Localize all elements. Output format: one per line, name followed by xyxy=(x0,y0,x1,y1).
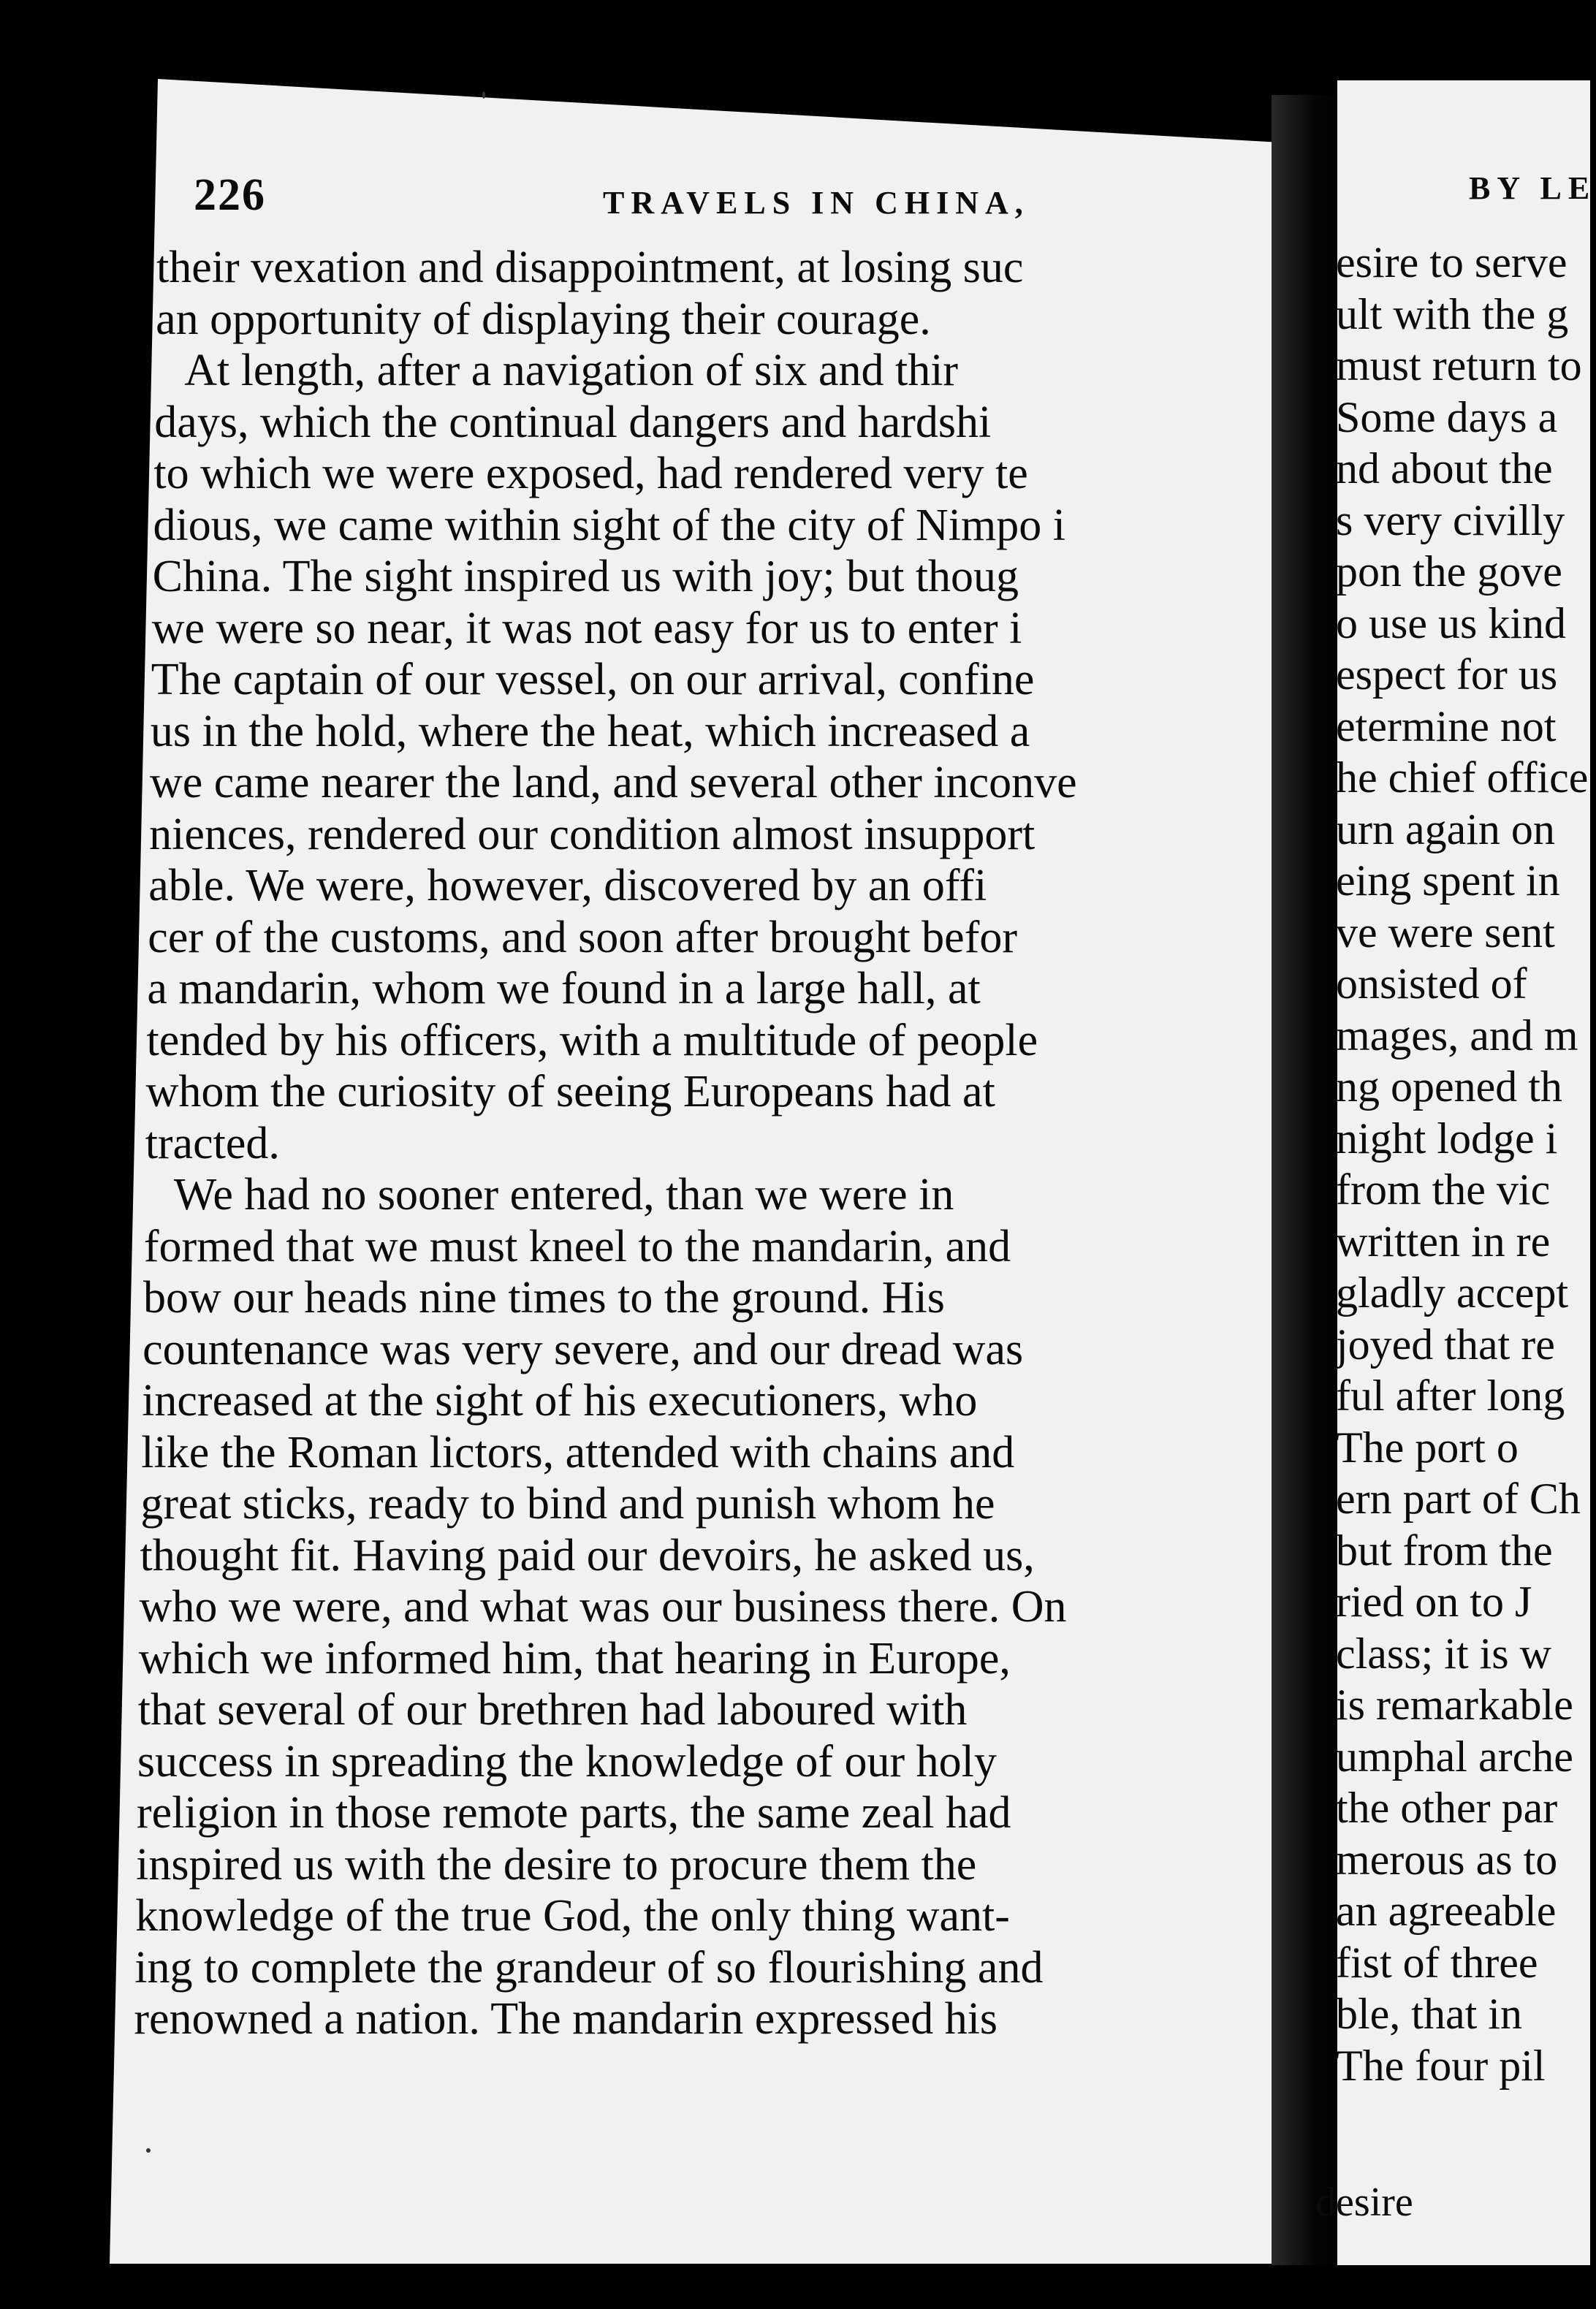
left-page-body xyxy=(110,235,1413,2252)
text-line: to which we were exposed, had rendered very te xyxy=(153,449,1028,498)
text-line: nd about the xyxy=(1336,444,1553,492)
text-line: The port o xyxy=(1336,1423,1519,1472)
text-line: The four pil xyxy=(1336,2041,1546,2090)
text-line: which we informed him, that hearing in Europe, xyxy=(138,1633,1011,1684)
text-line: gladly accept xyxy=(1336,1268,1569,1317)
text-line: countenance was very severe, and our dread was xyxy=(142,1324,1024,1374)
text-line: but from the xyxy=(1336,1526,1553,1575)
text-line: like the Roman lictors, attended with chains and xyxy=(141,1427,1015,1477)
text-line: formed that we must kneel to the mandarin, and xyxy=(143,1221,1011,1271)
text-line: written in re xyxy=(1336,1217,1551,1266)
text-line: ing to complete the grandeur of so flourishing and xyxy=(134,1942,1044,1993)
text-line: night lodge i xyxy=(1336,1114,1558,1163)
text-line: ern part of Ch xyxy=(1336,1475,1581,1523)
text-line: is remarkable xyxy=(1336,1681,1573,1729)
paper-speck xyxy=(146,2148,151,2153)
text-line: an opportunity of displaying their courage. xyxy=(156,294,931,344)
text-line: an agreeable xyxy=(1336,1887,1557,1935)
text-line: inspired us with the desire to procure them the xyxy=(136,1839,977,1890)
text-line: ble, that in xyxy=(1336,1990,1522,2038)
text-line: he chief office xyxy=(1336,753,1589,802)
text-line: merous as to xyxy=(1336,1835,1558,1884)
text-line: The captain of our vessel, on our arrival, confine xyxy=(151,655,1035,704)
text-line: that several of our brethren had laboured with xyxy=(137,1685,968,1735)
text-line: a mandarin, whom we found in a large hall, at xyxy=(147,964,981,1013)
text-line: the other par xyxy=(1336,1784,1558,1832)
text-line: fist of three xyxy=(1336,1938,1538,1987)
text-line: ried on to J xyxy=(1336,1578,1532,1626)
text-line: we came nearer the land, and several other inconve xyxy=(150,758,1077,807)
text-line: mages, and m xyxy=(1336,1011,1578,1060)
text-line: esire to serve xyxy=(1336,238,1568,286)
right-running-title: BY LE xyxy=(1469,170,1596,206)
text-line: espect for us xyxy=(1336,650,1558,699)
text-line: success in spreading the knowledge of our holy xyxy=(137,1736,997,1787)
text-line: great sticks, ready to bind and punish whom he xyxy=(140,1479,995,1529)
text-line: their vexation and disappointment, at losing suc xyxy=(156,243,1024,292)
text-line: o use us kind xyxy=(1336,598,1566,647)
text-line: eing spent in xyxy=(1336,856,1560,905)
paper-speck xyxy=(482,91,485,99)
text-line: ful after long xyxy=(1336,1372,1565,1420)
text-line: tended by his officers, with a multitude of people xyxy=(146,1015,1038,1065)
text-line: onsisted of xyxy=(1336,959,1527,1008)
text-line: whom the curiosity of seeing Europeans had at xyxy=(145,1067,995,1117)
page-number: 226 xyxy=(194,170,266,220)
text-line: dious, we came within sight of the city of Nimpo i xyxy=(153,500,1065,550)
text-line: s very civilly xyxy=(1336,495,1565,544)
text-line: bow our heads nine times to the ground. His xyxy=(143,1273,945,1323)
catchword: desire xyxy=(1315,2180,1413,2225)
text-line: Some days a xyxy=(1336,392,1558,441)
text-line: ve were sent xyxy=(1336,908,1555,956)
text-line: niences, rendered our condition almost insupport xyxy=(149,809,1036,859)
text-line: ult with the g xyxy=(1336,289,1569,338)
text-line: pon the gove xyxy=(1336,547,1562,596)
text-line: thought fit. Having paid our devoirs, he asked us, xyxy=(140,1530,1035,1580)
text-line: renowned a nation. The mandarin expressed his xyxy=(134,1994,998,2044)
text-line: we were so near, it was not easy for us to enter i xyxy=(151,603,1022,653)
text-line: At length, after a navigation of six and thir xyxy=(184,346,959,395)
text-line: cer of the customs, and soon after brought befor xyxy=(148,912,1017,962)
text-line: from the vic xyxy=(1336,1165,1551,1214)
text-line: etermine not xyxy=(1336,701,1557,750)
text-line: joyed that re xyxy=(1336,1320,1555,1369)
text-line: us in the hold, where the heat, which increased a xyxy=(150,706,1030,756)
text-line: religion in those remote parts, the same zeal had xyxy=(137,1788,1011,1838)
right-page xyxy=(1336,80,1596,2265)
text-line: China. The sight inspired us with joy; but thoug xyxy=(152,552,1019,601)
text-line: umphal arche xyxy=(1336,1732,1573,1781)
text-line: increased at the sight of his executioners, who xyxy=(142,1376,978,1426)
text-line: who we were, and what was our business there. On xyxy=(139,1582,1067,1632)
text-line: We had no sooner entered, than we were in xyxy=(173,1170,954,1220)
text-line: urn again on xyxy=(1336,804,1555,853)
text-line: tracted. xyxy=(145,1118,280,1168)
text-line: class; it is w xyxy=(1336,1629,1551,1678)
text-line: ng opened th xyxy=(1336,1062,1562,1111)
left-page-header xyxy=(194,170,1312,228)
text-line: knowledge of the true God, the only thing want- xyxy=(135,1891,1010,1941)
text-line: must return to xyxy=(1336,341,1582,389)
text-line: able. We were, however, discovered by an offi xyxy=(148,861,987,910)
running-title: TRAVELS IN CHINA, xyxy=(603,185,1030,221)
text-line: days, which the continual dangers and hardshi xyxy=(154,397,992,447)
